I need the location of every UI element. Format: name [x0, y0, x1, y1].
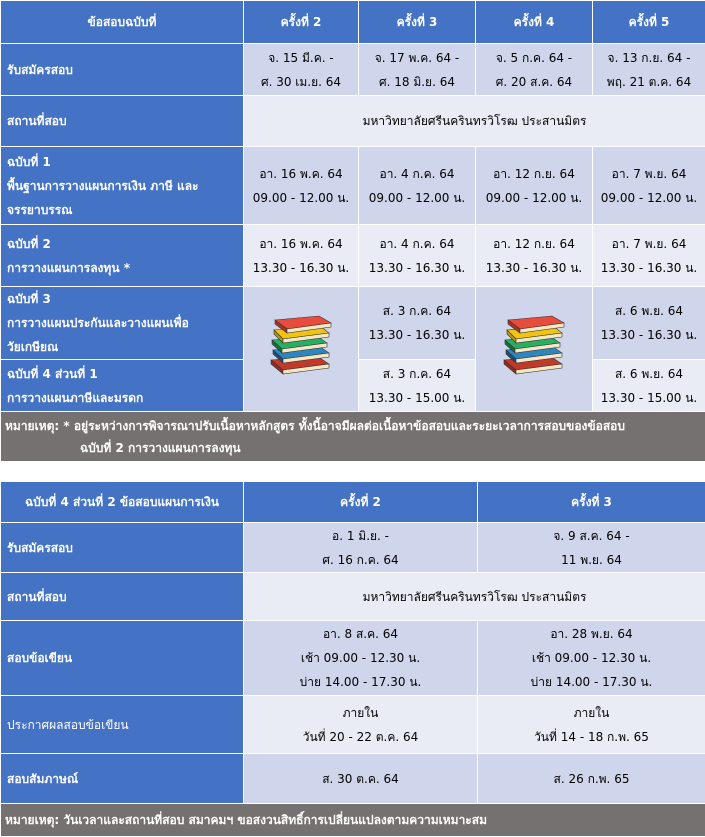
cell: อา. 7 พ.ย. 64 09.00 - 12.00 น.: [593, 147, 705, 225]
cell: อา. 8 ส.ค. 64 เช้า 09.00 - 12.30 น. บ่าย 14.00 - 17.30 น.: [244, 621, 478, 696]
cell: ส. 3 ก.ค. 64 13.30 - 16.30 น.: [359, 287, 476, 360]
header-paper: ข้อสอบฉบับที่: [1, 1, 244, 44]
cell: อา. 4 ก.ค. 64 09.00 - 12.00 น.: [359, 147, 476, 225]
table-row: [1, 523, 705, 573]
row-label-written-exam: สอบข้อเขียน: [1, 621, 244, 696]
cell: อ. 1 มิ.ย. - ศ. 16 ก.ค. 64: [244, 523, 478, 573]
cell: อา. 4 ก.ค. 64 13.30 - 16.30 น.: [359, 225, 476, 287]
cell: ส. 26 ก.พ. 65: [478, 754, 705, 804]
header-round-2: ครั้งที่ 2: [244, 1, 359, 44]
cell: ส. 3 ก.ค. 64 13.30 - 15.00 น.: [359, 360, 476, 412]
table-row: [1, 96, 705, 147]
cell: จ. 17 พ.ค. 64 - ศ. 18 มิ.ย. 64: [359, 44, 476, 96]
books-icon: [500, 314, 568, 384]
note-row: [1, 412, 705, 462]
venue-value: มหาวิทยาลัยศรีนครินทรวิโรฒ ประสานมิตร: [244, 573, 705, 621]
row-label-registration: รับสมัครสอบ: [1, 44, 244, 96]
row-label-paper-2: ฉบับที่ 2 การวางแผนการลงทุน *: [1, 225, 244, 287]
row-label-results: ประกาศผลสอบข้อเขียน: [1, 696, 244, 754]
cell: ภายใน วันที่ 20 - 22 ต.ค. 64: [244, 696, 478, 754]
cell: อา. 28 พ.ย. 64 เช้า 09.00 - 12.30 น. บ่าย 14.00 - 17.30 น.: [478, 621, 705, 696]
table-header-row: [1, 1, 705, 44]
venue-value: มหาวิทยาลัยศรีนครินทรวิโรฒ ประสานมิตร: [244, 96, 705, 147]
books-cell-round-4: [476, 287, 593, 412]
table-row: [1, 287, 705, 360]
books-cell-round-2: [244, 287, 359, 412]
cell: อา. 16 พ.ค. 64 09.00 - 12.00 น.: [244, 147, 359, 225]
row-label-registration: รับสมัครสอบ: [1, 523, 244, 573]
note: หมายเหตุ: วันเวลาและสถานที่สอบ สมาคมฯ ขอสงวนสิทธิ์การเปลี่ยนแปลงตามความเหมาะสม: [1, 804, 705, 837]
cell: อา. 7 พ.ย. 64 13.30 - 16.30 น.: [593, 225, 705, 287]
header-round-4: ครั้งที่ 4: [476, 1, 593, 44]
cell: ส. 6 พ.ย. 64 13.30 - 15.00 น.: [593, 360, 705, 412]
cell: อา. 12 ก.ย. 64 13.30 - 16.30 น.: [476, 225, 593, 287]
header-round-3: ครั้งที่ 3: [478, 482, 705, 523]
row-label-venue: สถานที่สอบ: [1, 96, 244, 147]
row-label-paper-4-part-1: ฉบับที่ 4 ส่วนที่ 1 การวางแผนภาษีและมรดก: [1, 360, 244, 412]
table-row: [1, 621, 705, 696]
table-row: [1, 696, 705, 754]
cell: จ. 13 ก.ย. 64 - พฤ. 21 ต.ค. 64: [593, 44, 705, 96]
table-row: [1, 573, 705, 621]
row-label-paper-3: ฉบับที่ 3 การวางแผนประกันและวางแผนเพื่อ วัยเกษียณ: [1, 287, 244, 360]
note: หมายเหตุ: * อยู่ระหว่างการพิจารณาปรับเนื้อหาหลักสูตร ทั้งนี้อาจมีผลต่อเนื้อหาข้อสอบและระยะเวลาการสอบของข้อสอบ ฉบับที่ 2 การวางแผนการลงทุน: [1, 412, 705, 462]
header-round-3: ครั้งที่ 3: [359, 1, 476, 44]
cell: อา. 12 ก.ย. 64 09.00 - 12.00 น.: [476, 147, 593, 225]
cell: จ. 9 ส.ค. 64 - 11 พ.ย. 64: [478, 523, 705, 573]
header-round-5: ครั้งที่ 5: [593, 1, 705, 44]
table-header-row: [1, 482, 705, 523]
financial-plan-exam-table: [0, 481, 705, 837]
table-row: [1, 44, 705, 96]
cell: ภายใน วันที่ 14 - 18 ก.พ. 65: [478, 696, 705, 754]
books-icon: [267, 314, 335, 384]
table-row: [1, 225, 705, 287]
row-label-interview: สอบสัมภาษณ์: [1, 754, 244, 804]
table-row: [1, 754, 705, 804]
table-row: [1, 147, 705, 225]
header-round-2: ครั้งที่ 2: [244, 482, 478, 523]
row-label-venue: สถานที่สอบ: [1, 573, 244, 621]
cell: จ. 5 ก.ค. 64 - ศ. 20 ส.ค. 64: [476, 44, 593, 96]
header-paper: ฉบับที่ 4 ส่วนที่ 2 ข้อสอบแผนการเงิน: [1, 482, 244, 523]
cell: ส. 6 พ.ย. 64 13.30 - 16.30 น.: [593, 287, 705, 360]
cell: ส. 30 ต.ค. 64: [244, 754, 478, 804]
note-row: [1, 804, 705, 837]
cell: อา. 16 พ.ค. 64 13.30 - 16.30 น.: [244, 225, 359, 287]
row-label-paper-1: ฉบับที่ 1 พื้นฐานการวางแผนการเงิน ภาษี และ จรรยาบรรณ: [1, 147, 244, 225]
cell: จ. 15 มี.ค. - ศ. 30 เม.ย. 64: [244, 44, 359, 96]
